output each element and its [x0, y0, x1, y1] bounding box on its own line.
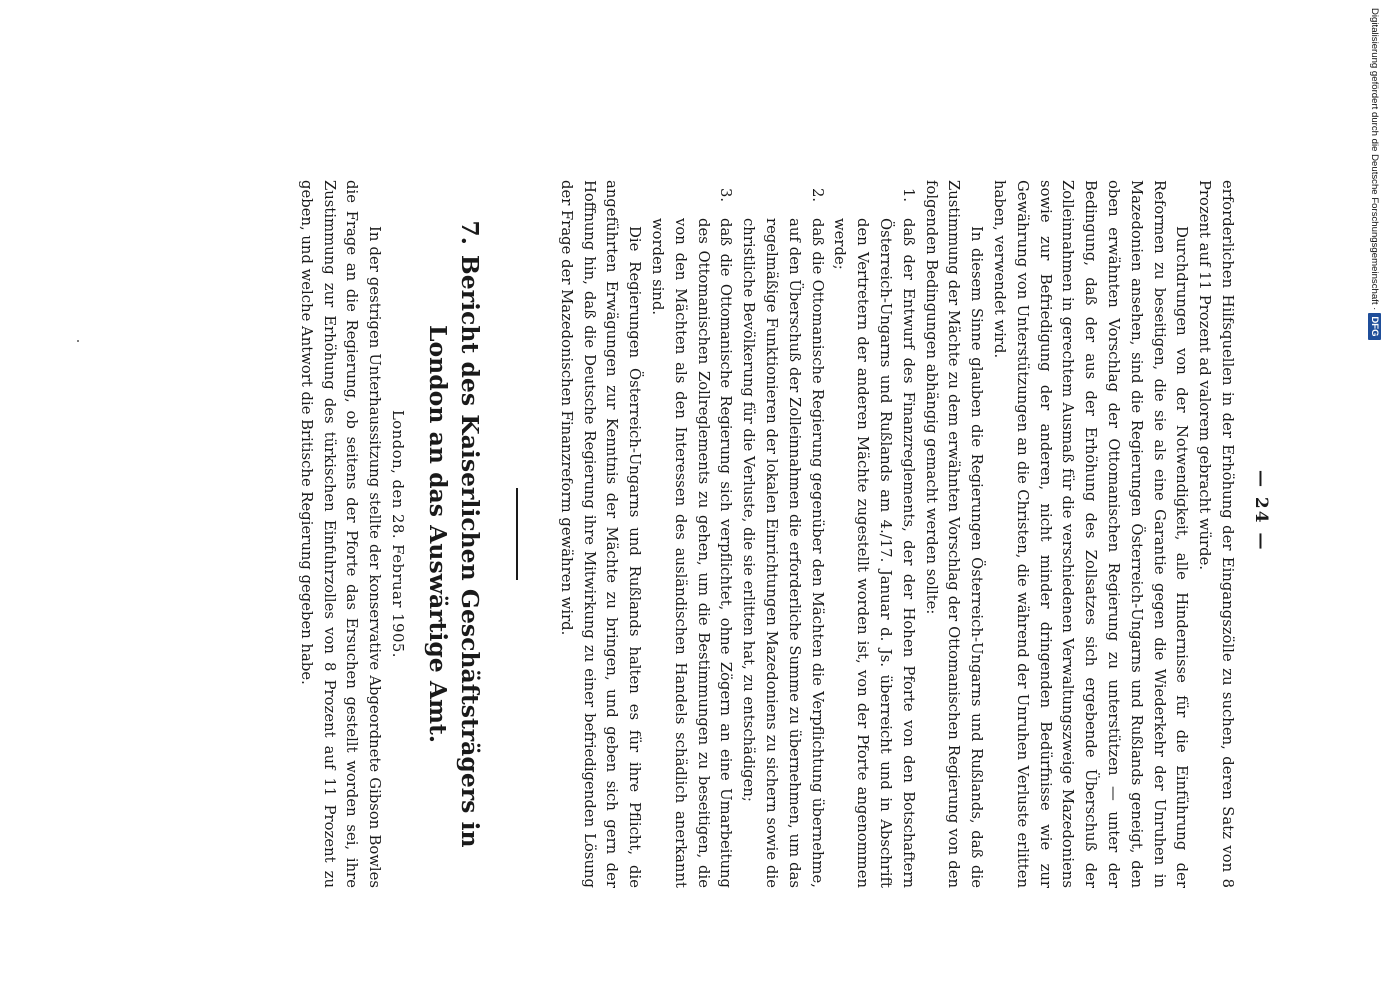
paragraph-reforms: Durchdrungen von der Notwendigkeit, alle Hindernisse für die Einführung der Reformen zu beseitigen, die sie als eine Garantie gegen die Wiederkehr der Unruhen in Mazedonien ansehen, sind die Regierungen Österreich-Ungarns und Rußlands geneigt, den oben erwähnten Vorschlag der Ottomanischen Regierung zu unterstützen — unter der Bedingung, daß der aus der Erhöhung des Zollsatzes sich ergebende Überschuß der Zolleinnahmen in gerechtem Ausmaß für die verschiedenen Verwaltungszweige Mazedoniens sowie zur Befriedigung der anderen, nicht minder dringenden Bedürfnisse wie zur Gewährung von Unterstützungen an die Christen, die während der Unruhen Verluste erlitten haben, verwendet wird. [991, 180, 1191, 888]
condition-number: 1. [899, 188, 917, 203]
page-number: — 24 — [1251, 470, 1271, 552]
paragraph-continued: erforderlichen Hilfsquellen in der Erhöhung der Eingangszölle zu suchen, deren Satz von 8 Prozent auf 11 Prozent ad valorem gebracht würde. [1196, 180, 1236, 888]
condition-text: daß die Ottomanische Regierung sich verpflichtet, ohne Zögern an eine Umarbeitung des Ottomanischen Zollreglements zu gehen, um die Bestimmungen zu beseitigen, die von den Mächten als den Interessen des ausländischen Handels schädlich anerkannt worden sind. [649, 218, 735, 888]
condition-text: daß die Ottomanische Regierung gegenüber den Mächten die Verpflichtung übernehme, auf den Überschuß der Zolleinnahmen die erforderliche Summe zu übernehmen, um das regelmäßige Funktionieren der lokalen Einrichtungen Mazedoniens zu sichern sowie die christliche Bevölkerung für die Verluste, die sie erlitten hat, zu entschädigen; [740, 218, 826, 888]
condition-item [828, 188, 919, 888]
conditions-list [645, 180, 919, 888]
condition-item [645, 188, 736, 888]
condition-text: daß der Entwurf des Finanzreglements, der der Hohen Pforte von den Botschaftern Österreich-Ungarns und Rußlands am 4./17. Januar d. Js. überreicht und in Abschrift den Vertretern der anderen Mächte zugestellt worden ist, von der Pforte angenommen werde; [831, 218, 917, 888]
dfg-logo-icon: DFG [1368, 313, 1381, 339]
page-body [294, 180, 1238, 888]
paragraph-closing: Die Regierungen Österreich-Ungarns und Rußlands halten es für ihre Pflicht, die angeführten Erwägungen zur Kenntnis der Mächte zu bringen, und geben sich gern der Hoffnung hin, daß die Deutsche Regierung ihre Mitwirkung zu einer befriedigenden Lösung der Frage der Mazedonischen Finanzreform gewähren wird. [557, 180, 644, 888]
document-body: In der gestrigen Unterhaussitzung stellte der konservative Abgeordnete Gibson Bowles die Frage an die Regierung, ob seitens der Pforte das Ersuchen gestellt worden sei, ihre Zustimmung zur Erhöhung des türkischen Einfuhrzolles von 8 Prozent auf 11 Prozent zu geben, und welche Antwort die Britische Regierung gegeben habe. [297, 180, 384, 888]
condition-number: 2. [808, 188, 826, 203]
condition-item [736, 188, 827, 888]
document-title: Bericht des Kaiserlichen Geschäftsträgers in London an das Auswärtige Amt. [424, 254, 485, 848]
condition-number: 3. [717, 188, 735, 203]
document-heading [422, 180, 486, 888]
dateline: London, den 28. Februar 1905. [389, 409, 407, 659]
document-number: 7. [456, 220, 485, 245]
funding-note-text: Digitalisierung gefördert durch die Deutsche Forschungsgemeinschaft · [1369, 8, 1380, 311]
funding-stamp [1365, 8, 1383, 393]
section-divider [516, 488, 518, 580]
paragraph-conditions-intro: In diesem Sinne glauben die Regierungen Österreich-Ungarns und Rußlands, daß die Zustimmung der Mächte zu dem erwähnten Vorschlag der Ottomanischen Regierung von den folgenden Bedingungen abhängig gemacht werden sollte: [922, 180, 986, 888]
scan-speck [77, 340, 79, 342]
